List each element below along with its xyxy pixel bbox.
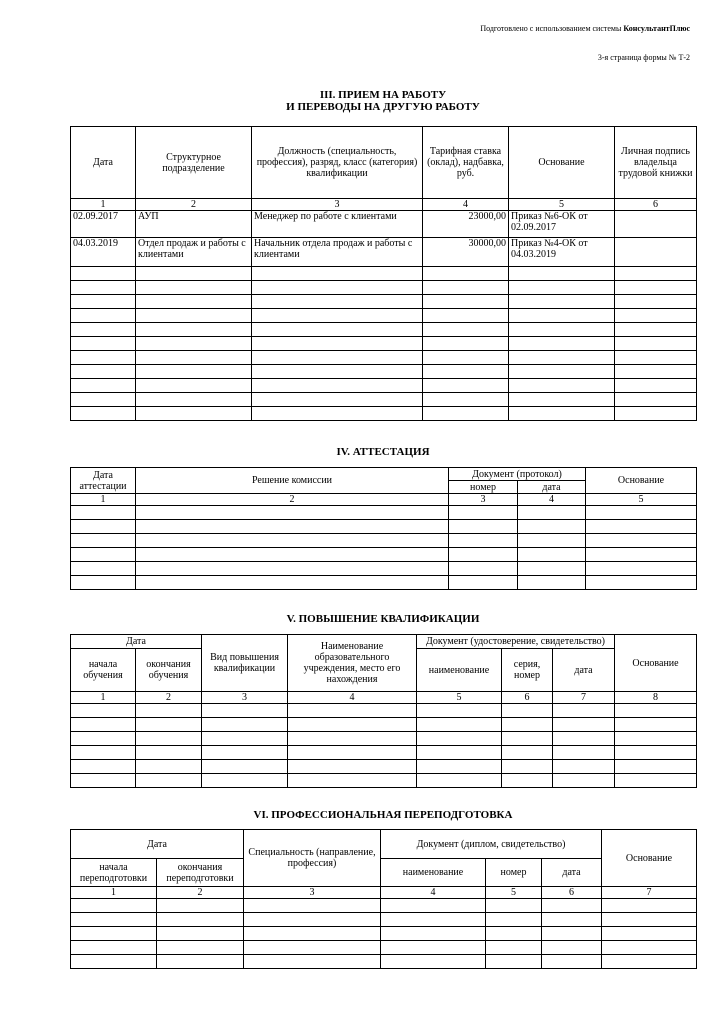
empty-row <box>71 295 697 309</box>
col-number: 5 <box>486 887 542 899</box>
certificate-name-header: наименование <box>417 649 502 692</box>
prepared-with-note <box>480 24 690 33</box>
empty-row <box>71 323 697 337</box>
empty-row <box>71 955 697 969</box>
empty-row <box>71 941 697 955</box>
empty-row <box>71 774 697 788</box>
section5-title: V. ПОВЫШЕНИЕ КВАЛИФИКАЦИИ <box>286 613 480 625</box>
col-number: 1 <box>71 199 136 211</box>
col-number: 3 <box>244 887 381 899</box>
col-number: 1 <box>71 887 157 899</box>
col-number: 1 <box>71 494 136 506</box>
col-signature-header: Личная подпись владельца трудовой книжки <box>615 127 697 199</box>
training-end-header: окончания обучения <box>136 649 202 692</box>
institution-header: Наименование образовательного учреждения, место его нахождения <box>288 635 417 692</box>
empty-row <box>71 351 697 365</box>
training-date-header: Дата <box>71 635 202 649</box>
col-number: 7 <box>553 692 615 704</box>
empty-row <box>71 718 697 732</box>
section3-title <box>70 89 696 113</box>
empty-row <box>71 732 697 746</box>
col-rate-header: Тарифная ставка (оклад), надбавка, руб. <box>423 127 509 199</box>
col-number: 1 <box>71 692 136 704</box>
employment-table <box>70 126 697 421</box>
row-signature <box>615 238 697 267</box>
retraining-table <box>70 829 697 969</box>
col-number: 5 <box>417 692 502 704</box>
attestation-table <box>70 467 697 590</box>
empty-row <box>71 520 697 534</box>
section4-title: IV. АТТЕСТАЦИЯ <box>336 446 430 458</box>
training-start-header: начала обучения <box>71 649 136 692</box>
empty-row <box>71 899 697 913</box>
empty-row <box>71 379 697 393</box>
form-page-note: 3-я страница формы № Т-2 <box>597 53 690 62</box>
col-number: 4 <box>381 887 486 899</box>
col-unit-header: Структурное подразделение <box>136 127 252 199</box>
col-basis-header: Основание <box>509 127 615 199</box>
empty-row <box>71 562 697 576</box>
retraining-basis-header: Основание <box>602 830 697 887</box>
empty-row <box>71 760 697 774</box>
col-position-header: Должность (специальность, профессия), разряд, класс (категория) квалификации <box>252 127 423 199</box>
qualification-table <box>70 634 697 788</box>
empty-row <box>71 281 697 295</box>
empty-row <box>71 548 697 562</box>
col-number: 3 <box>449 494 518 506</box>
row-unit: Отдел продаж и работы с клиентами <box>136 238 252 267</box>
section6-title: VI. ПРОФЕССИОНАЛЬНАЯ ПЕРЕПОДГОТОВКА <box>253 809 513 821</box>
diploma-date-header: дата <box>542 859 602 887</box>
brand-name: КонсультантПлюс <box>623 24 690 33</box>
section3-title-line1: III. ПРИЕМ НА РАБОТУ <box>319 89 447 101</box>
col-number: 4 <box>288 692 417 704</box>
empty-row <box>71 309 697 323</box>
attestation-basis-header: Основание <box>586 468 697 494</box>
empty-row <box>71 337 697 351</box>
empty-row <box>71 576 697 590</box>
row-rate: 30000,00 <box>423 238 509 267</box>
col-number: 3 <box>202 692 288 704</box>
table-row <box>71 211 697 238</box>
certificate-series-header: серия, номер <box>502 649 553 692</box>
col-number: 5 <box>586 494 697 506</box>
col-number: 8 <box>615 692 697 704</box>
protocol-date-header: дата <box>518 481 586 494</box>
row-basis: Приказ №4-ОК от 04.03.2019 <box>509 238 615 267</box>
training-kind-header: Вид повышения квалификации <box>202 635 288 692</box>
row-date: 02.09.2017 <box>71 211 136 238</box>
specialty-header: Специальность (направление, профессия) <box>244 830 381 887</box>
col-number: 4 <box>423 199 509 211</box>
empty-row <box>71 746 697 760</box>
table-row <box>71 238 697 267</box>
retraining-start-header: начала переподготовки <box>71 859 157 887</box>
diploma-name-header: наименование <box>381 859 486 887</box>
certificate-header: Документ (удостоверение, свидетельство) <box>417 635 615 649</box>
row-position: Начальник отдела продаж и работы с клиентами <box>252 238 423 267</box>
empty-row <box>71 267 697 281</box>
protocol-number-header: номер <box>449 481 518 494</box>
retraining-date-header: Дата <box>71 830 244 859</box>
empty-row <box>71 506 697 520</box>
column-numbers-row <box>71 199 697 211</box>
prepared-prefix: Подготовлено с использованием системы <box>480 24 624 33</box>
certificate-date-header: дата <box>553 649 615 692</box>
row-date: 04.03.2019 <box>71 238 136 267</box>
retraining-end-header: окончания переподготовки <box>157 859 244 887</box>
row-basis: Приказ №6-ОК от 02.09.2017 <box>509 211 615 238</box>
section3-title-line2: И ПЕРЕВОДЫ НА ДРУГУЮ РАБОТУ <box>286 101 480 113</box>
row-signature <box>615 211 697 238</box>
diploma-header: Документ (диплом, свидетельство) <box>381 830 602 859</box>
row-rate: 23000,00 <box>423 211 509 238</box>
decision-header: Решение комиссии <box>136 468 449 494</box>
column-numbers-row <box>71 494 697 506</box>
col-date-header: Дата <box>71 127 136 199</box>
empty-row <box>71 407 697 421</box>
col-number: 6 <box>502 692 553 704</box>
column-numbers-row <box>71 887 697 899</box>
row-position: Менеджер по работе с клиентами <box>252 211 423 238</box>
empty-row <box>71 393 697 407</box>
col-number: 2 <box>136 199 252 211</box>
col-number: 2 <box>136 692 202 704</box>
col-number: 2 <box>157 887 244 899</box>
col-number: 6 <box>615 199 697 211</box>
protocol-header: Документ (протокол) <box>449 468 586 481</box>
empty-row <box>71 704 697 718</box>
qualification-basis-header: Основание <box>615 635 697 692</box>
empty-row <box>71 913 697 927</box>
attestation-date-header: Дата аттестации <box>71 468 136 494</box>
empty-row <box>71 927 697 941</box>
employment-header-row <box>71 127 697 199</box>
col-number: 2 <box>136 494 449 506</box>
empty-row <box>71 534 697 548</box>
col-number: 6 <box>542 887 602 899</box>
col-number: 3 <box>252 199 423 211</box>
row-unit: АУП <box>136 211 252 238</box>
col-number: 5 <box>509 199 615 211</box>
col-number: 7 <box>602 887 697 899</box>
col-number: 4 <box>518 494 586 506</box>
column-numbers-row <box>71 692 697 704</box>
empty-row <box>71 365 697 379</box>
diploma-number-header: номер <box>486 859 542 887</box>
